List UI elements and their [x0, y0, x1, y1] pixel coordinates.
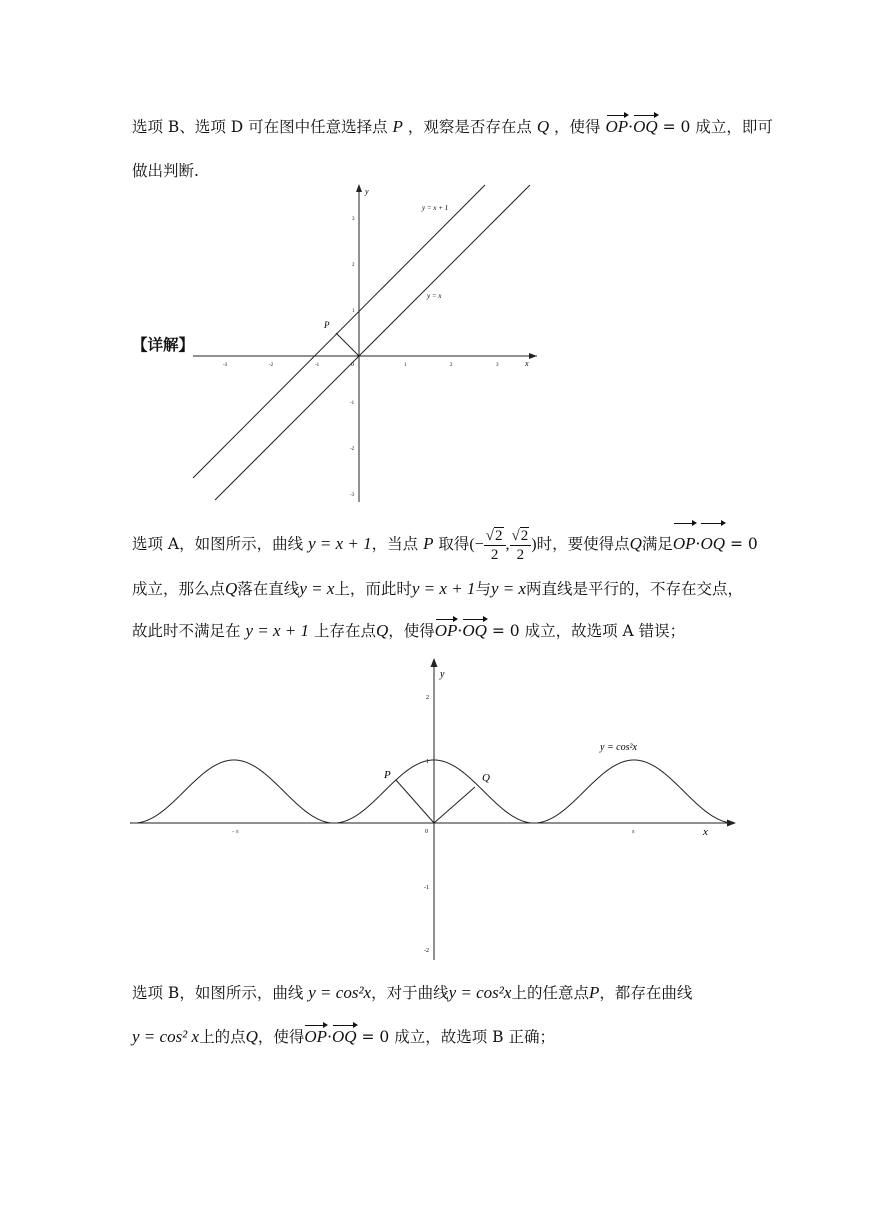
- dot-operator: ·: [695, 535, 701, 553]
- dot-operator: ·: [457, 622, 463, 640]
- y-tick-label: -1: [424, 885, 429, 891]
- line-y-eq-x-plus-1: [193, 185, 485, 478]
- math-curve: y = cos² x: [132, 1027, 200, 1046]
- para3-line2: [132, 1026, 555, 1048]
- para2-line1: [132, 524, 758, 565]
- line1-label: y = x + 1: [422, 204, 449, 212]
- vector-OP: OP: [673, 524, 696, 564]
- math-line-yx: y = x: [490, 579, 527, 598]
- sqrt-sign: √: [511, 527, 520, 544]
- math-curve: y = cos²x: [448, 983, 512, 1002]
- vector-OQ: OQ: [462, 621, 487, 640]
- vector-OP: OP: [304, 1027, 328, 1046]
- y-tick-label: 2: [426, 695, 429, 701]
- math-line-yx: y = x: [299, 579, 335, 598]
- text: 选项 B，如图所示，曲线: [132, 984, 304, 1002]
- figure1-graph: [185, 180, 545, 505]
- text: ，使得: [257, 1028, 305, 1046]
- y-tick-label: -2: [350, 447, 355, 452]
- comma: ,: [505, 536, 510, 553]
- y-axis-arrow: [431, 658, 438, 667]
- math-P: P: [392, 117, 403, 136]
- dot-operator: ·: [327, 1028, 332, 1046]
- text: 落在直线: [237, 580, 300, 598]
- x-tick-label: 2: [450, 363, 453, 368]
- math-Q: Q: [245, 1027, 258, 1046]
- line-y-eq-x: [215, 185, 530, 500]
- xiangjie-label: 【详解】: [132, 336, 195, 354]
- math-Q: Q: [629, 534, 642, 553]
- y-axis-arrow: [356, 184, 362, 192]
- x-tick-label: 3: [496, 363, 499, 368]
- curve-label: y = cos²x: [600, 742, 637, 753]
- text: 成立，故选项 B 正确；: [394, 1028, 555, 1046]
- text: 与: [475, 580, 491, 598]
- point-Q-label: Q: [482, 772, 490, 784]
- text: ，都存在曲线: [599, 984, 693, 1002]
- text: 满足: [641, 535, 673, 553]
- math-curve: y = x + 1: [308, 534, 372, 553]
- text: ，使得: [388, 622, 435, 640]
- equals-zero: = 0: [729, 535, 758, 553]
- text: ，当点: [371, 535, 419, 553]
- y-tick-label: -2: [424, 948, 429, 954]
- equals-zero: = 0: [662, 118, 691, 136]
- y-tick-label: 3: [352, 217, 355, 222]
- figure2-graph: [128, 655, 740, 965]
- para2-line3: [132, 620, 685, 642]
- y-tick-label: 2: [352, 263, 355, 268]
- para1-line1: [132, 116, 773, 138]
- radicand: 2: [495, 527, 503, 544]
- dot-operator: ·: [628, 118, 634, 136]
- math-curve: y = x + 1: [245, 621, 309, 640]
- vector-OQ: OQ: [700, 524, 725, 564]
- x-tick-label: 1: [404, 363, 407, 368]
- math-P: P: [423, 534, 434, 553]
- sqrt-sign: √: [485, 527, 494, 544]
- text: ，使得: [554, 118, 601, 136]
- text: ，对于曲线: [371, 984, 449, 1002]
- x-tick-label: -1: [315, 363, 320, 368]
- y-tick-label: 1: [352, 309, 355, 314]
- fraction-sqrt2-over-2: [484, 527, 506, 564]
- math-P: P: [588, 983, 600, 1002]
- text: 选项 B、选项 D 可在图中任意选择点: [132, 118, 388, 136]
- radicand: 2: [520, 527, 529, 544]
- y-tick-label: 1: [426, 759, 429, 765]
- origin-label: 0: [351, 362, 354, 368]
- origin-label: 0: [425, 829, 428, 835]
- paren-close: ): [531, 536, 537, 553]
- x-axis-arrow: [727, 820, 736, 827]
- para3-line1: [132, 982, 692, 1004]
- equals-zero: = 0: [491, 622, 520, 640]
- segment-OQ: [434, 787, 475, 823]
- x-axis-label: x: [703, 826, 708, 838]
- text: 上，而此时: [334, 580, 412, 598]
- y-axis-label: y: [440, 669, 445, 680]
- text: 上存在点: [313, 622, 376, 640]
- text: ，观察是否存在点: [407, 118, 532, 136]
- y-tick-label: -3: [350, 493, 355, 498]
- equals-zero: = 0: [361, 1028, 390, 1046]
- x-tick-label: -3: [223, 363, 228, 368]
- x-tick-label: π: [632, 830, 635, 835]
- vector-OP: OP: [434, 621, 458, 640]
- para2-line2: [132, 578, 743, 600]
- math-Q: Q: [375, 621, 389, 640]
- paren-open: (−: [469, 536, 484, 553]
- text: 成立，故选项 A 错误；: [524, 622, 686, 640]
- vector-OQ: OQ: [332, 1027, 357, 1046]
- x-tick-label: -2: [269, 363, 274, 368]
- segment-OP: [396, 780, 434, 823]
- y-axis-label: y: [365, 187, 369, 196]
- y-tick-label: -1: [350, 401, 355, 406]
- denominator: 2: [490, 546, 499, 563]
- point-P-label: P: [384, 769, 391, 781]
- text: 故此时不满足在: [132, 622, 241, 640]
- text: 选项 A，如图所示，曲线: [132, 535, 304, 553]
- segment-OP: [336, 333, 359, 356]
- text: 成立，那么点: [132, 580, 226, 598]
- curve-cos2x: [130, 760, 728, 823]
- text: 上的任意点: [511, 984, 589, 1002]
- para1-line2: 做出判断.: [132, 162, 199, 180]
- vector-OP: OP: [605, 117, 629, 136]
- math-Q: Q: [536, 117, 550, 136]
- x-axis-arrow: [529, 353, 537, 359]
- math-curve: y = cos²x: [308, 983, 372, 1002]
- line2-label: y = x: [427, 292, 442, 300]
- point-P-label: P: [324, 320, 330, 330]
- x-tick-label: − π: [232, 830, 239, 835]
- math-curve: y = x + 1: [411, 579, 476, 598]
- text: 时，要使得点: [536, 535, 630, 553]
- fraction-sqrt2-over-2: [510, 527, 532, 564]
- denominator: 2: [516, 546, 525, 563]
- math-Q: Q: [225, 579, 238, 598]
- text: 成立，即可: [695, 118, 773, 136]
- text: 上的点: [199, 1028, 246, 1046]
- text: 取得: [438, 535, 470, 553]
- text: 两直线是平行的，不存在交点，: [526, 580, 744, 598]
- x-axis-label: x: [525, 359, 529, 368]
- vector-OQ: OQ: [633, 117, 658, 136]
